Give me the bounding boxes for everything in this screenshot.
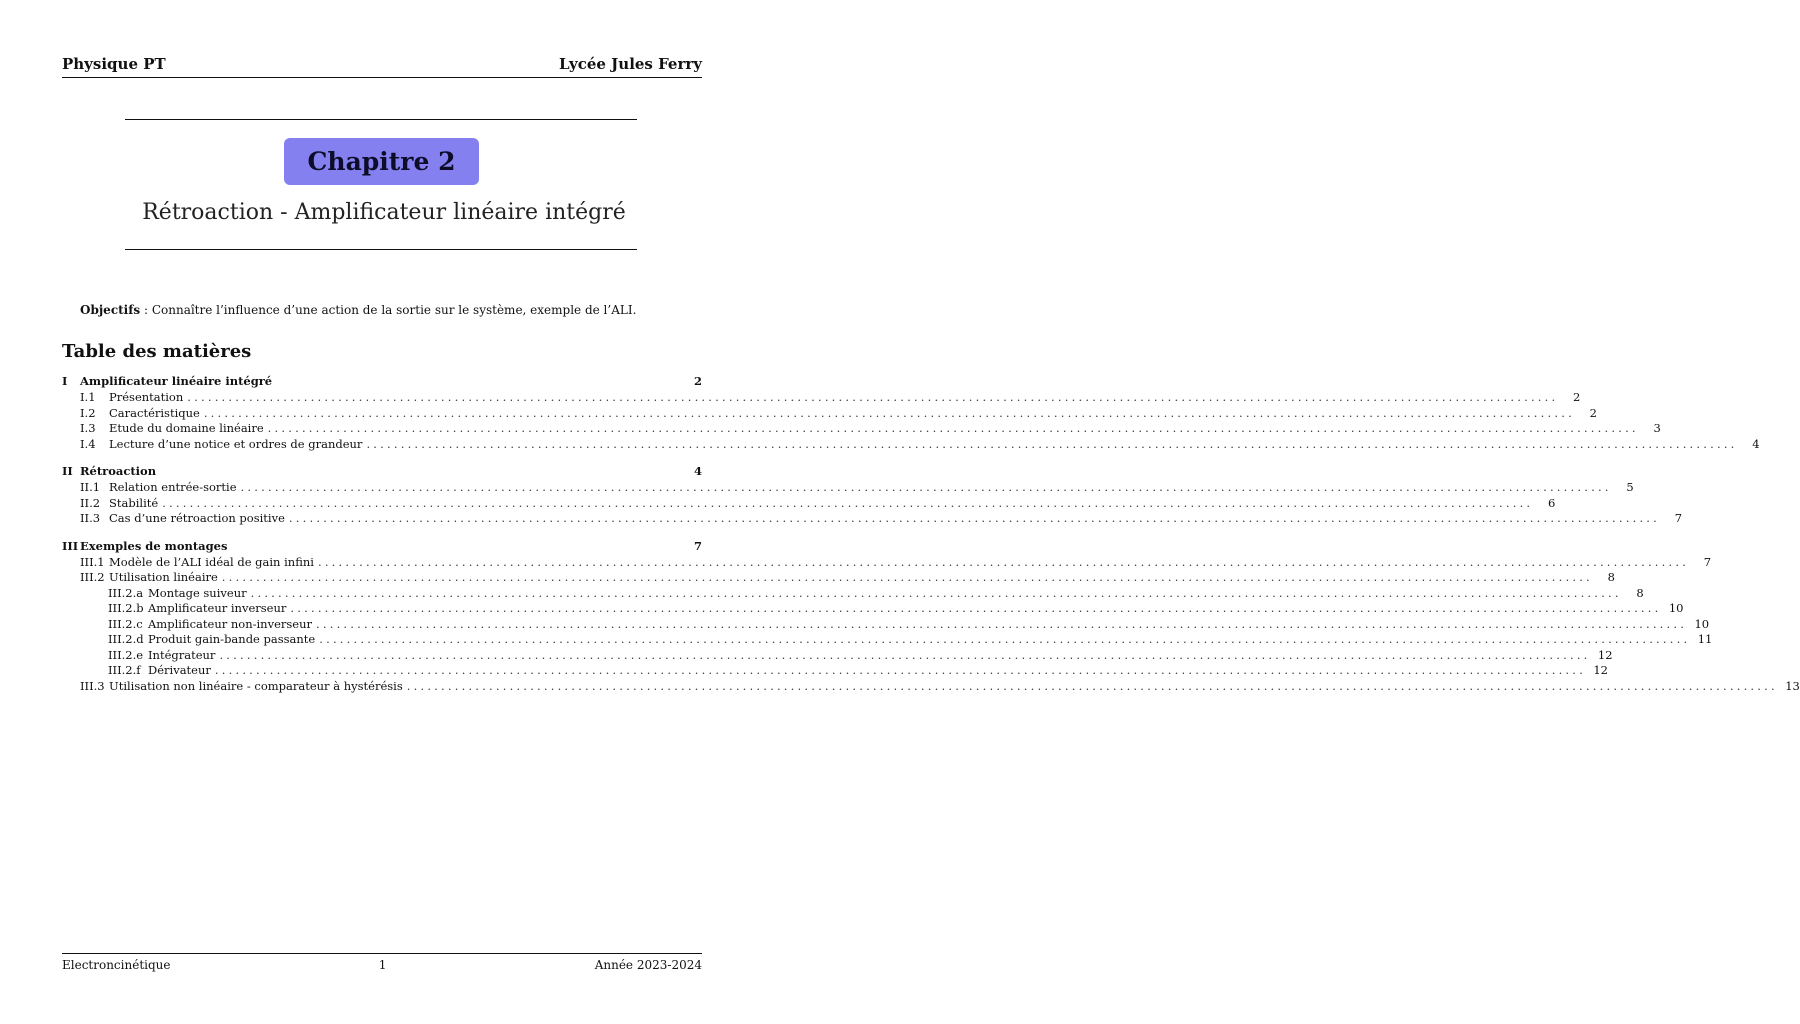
toc-leader: ........................................................................................................................................................................................................	[240, 480, 1612, 494]
toc-entry-number: I.1	[80, 390, 96, 404]
table-of-contents	[62, 374, 1800, 694]
header-divider	[62, 77, 702, 78]
toc-part-number: III	[62, 538, 79, 553]
toc-entry-label: Relation entrée-sortie	[109, 480, 237, 494]
toc-entry[interactable]	[62, 495, 1556, 512]
toc-subentry[interactable]	[62, 632, 1713, 648]
toc-part[interactable]	[62, 464, 702, 480]
footer-page-number: 1	[378, 958, 387, 972]
toc-part-page: 2	[693, 374, 702, 388]
toc-entry-page: 6	[1547, 495, 1556, 510]
toc-entry-page: 3	[1653, 421, 1661, 435]
page-footer	[62, 958, 702, 972]
toc-leader: ........................................................................................................................................................................................................	[267, 421, 1639, 435]
toc-subentry-label: Dérivateur	[148, 663, 211, 677]
toc-leader: ........................................................................................................................................................................................................	[203, 405, 1575, 420]
toc-subentry-label: Amplificateur inverseur	[148, 601, 287, 615]
toc-entry[interactable]	[62, 436, 1760, 453]
toc-entry-label: Lecture d’une notice et ordres de grandeur	[109, 436, 363, 451]
page-header	[62, 55, 702, 73]
toc-entry-page: 5	[1626, 480, 1634, 494]
toc-entry-page: 4	[1752, 436, 1760, 451]
toc-entry[interactable]	[62, 480, 1634, 496]
toc-entry-label: Utilisation linéaire	[109, 570, 218, 584]
toc-part[interactable]	[62, 539, 702, 555]
toc-subentry-page: 8	[1636, 585, 1644, 600]
toc-entry[interactable]	[62, 405, 1597, 422]
toc-leader: ........................................................................................................................................................................................................	[221, 570, 1593, 584]
toc-entry-number: II.1	[80, 480, 101, 494]
toc-leader: ........................................................................................................................................................................................................	[316, 616, 1688, 631]
objectives-label: Objectifs	[80, 303, 141, 317]
toc-spacer	[62, 527, 702, 539]
header-school: Lycée Jules Ferry	[559, 55, 702, 73]
toc-leader: ........................................................................................................................................................................................................	[214, 663, 1586, 677]
toc-leader: ........................................................................................................................................................................................................	[187, 390, 1559, 404]
objectives-text: : Connaître l’influence d’une action de la sortie sur le système, exemple de l’ALI.	[140, 303, 637, 317]
toc-leader: ........................................................................................................................................................................................................	[162, 495, 1534, 510]
toc-part-page: 4	[693, 464, 702, 478]
toc-entry-number: II.2	[80, 495, 101, 510]
toc-part[interactable]	[62, 374, 702, 390]
toc-entry[interactable]	[62, 511, 1683, 527]
toc-subentry[interactable]	[62, 663, 1608, 679]
toc-entry[interactable]	[62, 421, 1661, 437]
chapter-subtitle: Rétroaction - Amplificateur linéaire intégré	[142, 200, 626, 225]
toc-entry-page: 7	[1703, 554, 1712, 569]
objectives	[80, 303, 636, 317]
toc-part-page: 7	[693, 538, 702, 553]
toc-part-number: I	[62, 374, 68, 388]
toc-leader: ........................................................................................................................................................................................................	[317, 554, 1690, 569]
toc-subentry[interactable]	[62, 585, 1644, 602]
toc-subentry-page: 12	[1597, 647, 1613, 662]
toc-leader: ........................................................................................................................................................................................................	[406, 678, 1778, 693]
toc-subentry[interactable]	[62, 601, 1684, 617]
toc-leader: ........................................................................................................................................................................................................	[319, 632, 1691, 646]
toc-subentry-number: III.2.d	[108, 632, 144, 646]
footer-year: Année 2023-2024	[594, 958, 702, 972]
toc-entry-number: I.2	[80, 405, 96, 420]
toc-entry-page: 2	[1573, 390, 1581, 404]
title-bottom-rule	[125, 249, 637, 250]
toc-subentry-label: Produit gain-bande passante	[148, 632, 316, 646]
title-top-rule	[125, 119, 637, 120]
toc-subentry-label: Montage suiveur	[148, 585, 247, 600]
toc-title: Table des matières	[62, 341, 252, 362]
toc-entry-label: Stabilité	[109, 495, 159, 510]
toc-entry-label: Présentation	[109, 390, 184, 404]
toc-subentry-page: 11	[1697, 632, 1713, 646]
chapter-label: Chapitre 2	[307, 147, 456, 176]
toc-subentry-page: 12	[1593, 663, 1608, 677]
toc-entry-label: Etude du domaine linéaire	[109, 421, 264, 435]
toc-entry-label: Modèle de l’ALI idéal de gain infini	[109, 554, 314, 569]
toc-entry-page: 13	[1785, 678, 1800, 693]
toc-part-number: II	[62, 464, 73, 478]
toc-spacer	[62, 452, 702, 464]
toc-subentry[interactable]	[62, 616, 1710, 633]
toc-leader: ........................................................................................................................................................................................................	[288, 511, 1661, 525]
toc-entry[interactable]	[62, 678, 1800, 695]
toc-entry-label: Cas d’une rétroaction positive	[109, 511, 285, 525]
toc-subentry-number: III.2.f	[108, 663, 141, 677]
toc-subentry-number: III.2.e	[108, 647, 144, 662]
toc-leader: ........................................................................................................................................................................................................	[250, 585, 1622, 600]
toc-entry-label: Utilisation non linéaire - comparateur à hystérésis	[109, 678, 403, 693]
toc-entry-number: I.4	[80, 436, 96, 451]
toc-entry-number: II.3	[80, 511, 101, 525]
toc-entry-page: 7	[1674, 511, 1683, 525]
toc-subentry[interactable]	[62, 647, 1613, 664]
toc-entry-number: III.1	[80, 554, 105, 569]
header-course: Physique PT	[62, 55, 166, 73]
toc-subentry-number: III.2.b	[108, 601, 144, 615]
toc-entry-number: III.3	[80, 678, 105, 693]
toc-part-label: Exemples de montages	[80, 538, 228, 553]
toc-subentry-number: III.2.c	[108, 616, 143, 631]
footer-subject: Electroncinétique	[62, 958, 171, 972]
toc-entry[interactable]	[62, 390, 1581, 406]
toc-subentry-number: III.2.a	[108, 585, 144, 600]
toc-entry-number: I.3	[80, 421, 96, 435]
toc-entry[interactable]	[62, 554, 1712, 571]
toc-leader: ........................................................................................................................................................................................................	[219, 647, 1591, 662]
toc-entry-page: 2	[1589, 405, 1597, 420]
toc-entry-page: 8	[1607, 570, 1615, 584]
toc-subentry-page: 10	[1668, 601, 1684, 615]
toc-subentry-label: Intégrateur	[148, 647, 216, 662]
toc-entry[interactable]	[62, 570, 1615, 586]
toc-subentry-label: Amplificateur non-inverseur	[148, 616, 312, 631]
toc-part-label: Amplificateur linéaire intégré	[80, 374, 273, 388]
footer-divider	[62, 953, 702, 954]
toc-entry-label: Caractéristique	[109, 405, 200, 420]
toc-leader: ........................................................................................................................................................................................................	[366, 436, 1738, 451]
toc-entry-number: III.2	[80, 570, 105, 584]
toc-subentry-page: 10	[1694, 616, 1710, 631]
chapter-badge	[284, 138, 479, 185]
toc-leader: ........................................................................................................................................................................................................	[290, 601, 1662, 615]
toc-part-label: Rétroaction	[80, 464, 157, 478]
